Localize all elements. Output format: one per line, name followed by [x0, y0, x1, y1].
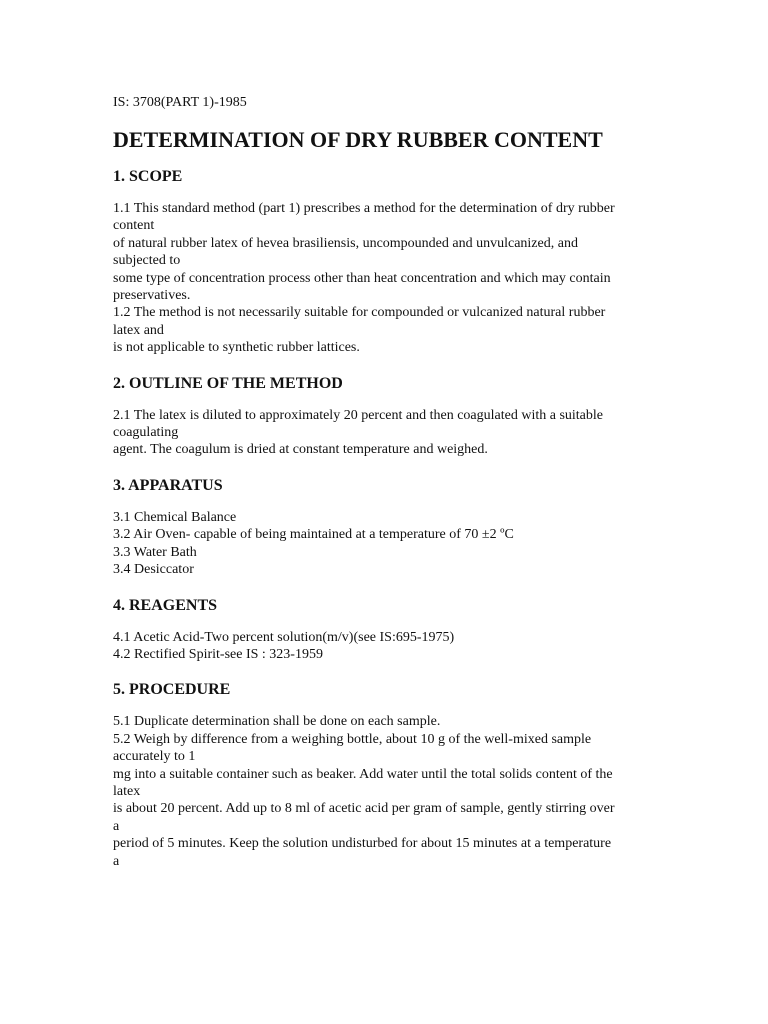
- text-line: latex and: [113, 322, 164, 338]
- text-line: 1.1 This standard method (part 1) prescribes a method for the determination of dry rubber: [113, 201, 615, 216]
- text-line: 4.1 Acetic Acid-Two percent solution(m/v)(see IS:695-1975): [113, 629, 455, 645]
- text-line: 3.1 Chemical Balance: [113, 509, 237, 525]
- section-heading-procedure: 5. PROCEDURE: [113, 681, 231, 699]
- text-line: 5.2 Weigh by difference from a weighing bottle, about 10 g of the well-mixed sample: [113, 731, 592, 747]
- text-line: a: [113, 853, 120, 869]
- text-line: mg into a suitable container such as beaker. Add water until the total solids content of the: [113, 766, 613, 782]
- text-line: accurately to 1: [113, 749, 196, 765]
- text-line: subjected to: [113, 253, 181, 269]
- section-heading-scope: 1. SCOPE: [113, 168, 183, 185]
- text-line: a: [113, 818, 120, 834]
- text-line: 5.1 Duplicate determination shall be done on each sample.: [113, 714, 441, 730]
- text-line: is about 20 percent. Add up to 8 ml of acetic acid per gram of sample, gently stirring over: [113, 801, 615, 817]
- text-line: agent. The coagulum is dried at constant temperature and weighed.: [113, 442, 488, 458]
- text-line: 3.4 Desiccator: [113, 562, 194, 578]
- text-line: 2.1 The latex is diluted to approximately 20 percent and then coagulated with a suitable: [113, 407, 603, 423]
- text-line: coagulating: [113, 425, 179, 441]
- text-line: period of 5 minutes. Keep the solution undisturbed for about 15 minutes at a temperature: [113, 836, 612, 852]
- text-line: latex: [113, 783, 141, 799]
- text-line: 3.3 Water Bath: [113, 544, 197, 560]
- text-line: is not applicable to synthetic rubber lattices.: [113, 340, 360, 356]
- section-body-apparatus: [113, 509, 658, 579]
- text-line: of natural rubber latex of hevea brasiliensis, uncompounded and unvulcanized, and: [113, 235, 578, 251]
- section-heading-reagents: 4. REAGENTS: [113, 596, 218, 614]
- text-line: 4.2 Rectified Spirit-see IS : 323-1959: [113, 646, 323, 662]
- text-line: some type of concentration process other than heat concentration and which may contain: [113, 270, 611, 286]
- text-line: 1.2 The method is not necessarily suitable for compounded or vulcanized natural rubber: [113, 305, 606, 321]
- section-body-outline: [113, 407, 658, 459]
- section-heading-outline: 2. OUTLINE OF THE METHOD: [113, 374, 343, 392]
- section-body-reagents: [113, 629, 658, 664]
- document-title: DETERMINATION OF DRY RUBBER CONTENT: [113, 127, 603, 152]
- text-line: content: [113, 218, 155, 234]
- section-heading-apparatus: 3. APPARATUS: [113, 476, 223, 494]
- section-body-procedure: [113, 713, 658, 870]
- text-line: preservatives.: [113, 288, 191, 304]
- text-line: 3.2 Air Oven- capable of being maintained at a temperature of 70 ±2 ºC: [113, 527, 514, 543]
- standard-number: IS: 3708(PART 1)-1985: [113, 95, 247, 110]
- section-body-scope: [113, 200, 658, 357]
